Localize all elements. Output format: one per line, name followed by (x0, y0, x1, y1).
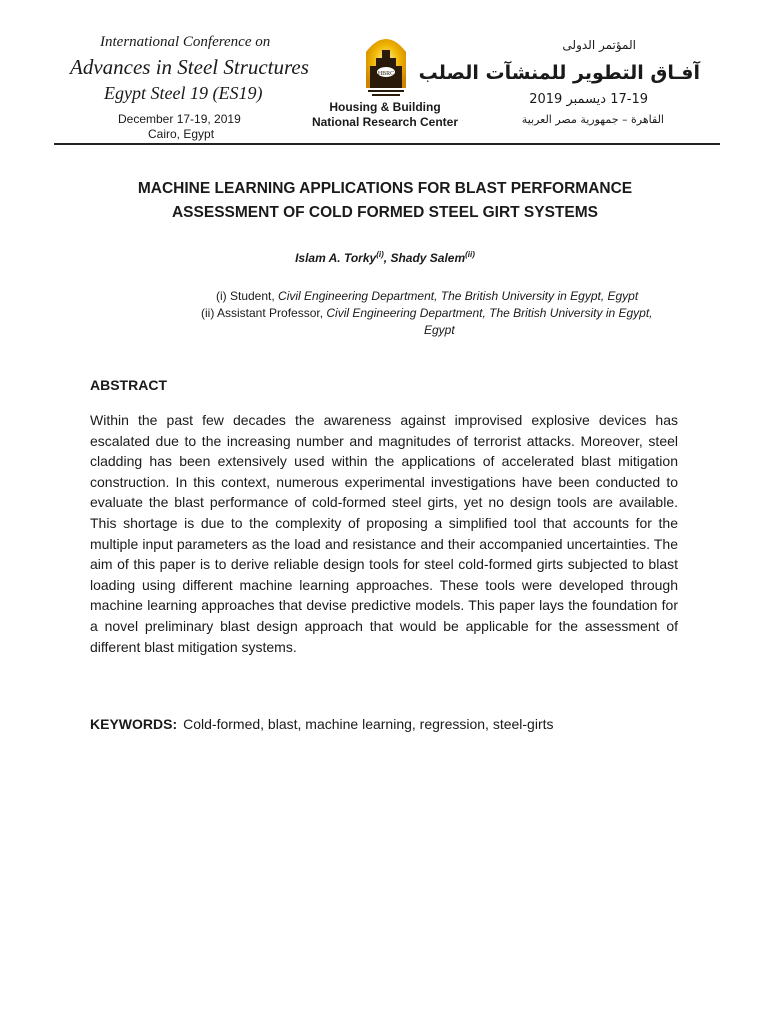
affiliation-2 (201, 306, 653, 320)
conference-name-line1: International Conference on (100, 34, 271, 50)
conference-name-line2: Advances in Steel Structures (70, 55, 309, 79)
author-name: Islam A. Torky (295, 251, 377, 265)
abstract-text: Within the past few decades the awareness against improvised explosive devices has escalated due to the increasing number and magnitudes of terrorist attacks. Moreover, steel cladding has been extensively used within the applications of accelerated blast mitigation construction. In this context, numerous experimental investigations have been conducted to evaluate the blast performance of cold-formed steel girts, yet no design tools are available. This shortage is due to the complexity of proposing a simplified tool that accounts for the multiple input parameters as the load and resistance and their accompanied uncertainties. The aim of this paper is to derive reliable design tools for steel cold-formed girts subjected to blast loading using different machine learning approaches. These tools were developed through machine learning approaches that devise predictive models. This paper lays the foundation for a novel preliminary blast design approach that would be applicable for the assessment of different blast mitigation systems. (90, 412, 678, 655)
affiliation-role: (ii) Assistant Professor, (201, 306, 327, 320)
conference-city: Cairo, Egypt (148, 127, 215, 141)
keywords-label: KEYWORDS: (90, 716, 178, 732)
logo-text: HBRC (377, 71, 395, 77)
arabic-dates: 17-19 ديسمبر 2019 (529, 92, 648, 107)
conference-dates: December 17-19, 2019 (118, 112, 241, 126)
paper-title-line2: ASSESSMENT OF COLD FORMED STEEL GIRT SYSTEMS (171, 204, 598, 221)
abstract-heading: ABSTRACT (90, 377, 167, 393)
author-name: Shady Salem (390, 251, 466, 265)
author-affiliation-mark: (i) (376, 250, 384, 259)
arabic-conference-label: المؤتمر الدولى (562, 38, 636, 52)
affiliation-role: (i) Student, (216, 289, 279, 303)
authors (120, 250, 650, 265)
center-name-line2: National Research Center (311, 115, 459, 129)
paper-title-line1: MACHINE LEARNING APPLICATIONS FOR BLAST PERFORMANCE (137, 180, 633, 197)
affiliation-institution: Civil Engineering Department, The British University in Egypt, (326, 306, 653, 320)
center-name-line1: Housing & Building (329, 100, 441, 114)
arabic-city: القاهرة – جمهورية مصر العربية (521, 113, 664, 126)
author-affiliation-mark: (ii) (465, 250, 475, 259)
affiliation-2-continued (424, 323, 455, 337)
keywords-list: Cold-formed, blast, machine learning, regression, steel-girts (183, 716, 554, 732)
arabic-conference-title: آفـاق التطوير للمنشآت الصلب (418, 62, 700, 84)
affiliation-1 (216, 289, 638, 303)
conference-name-line3: Egypt Steel 19 (ES19) (104, 83, 263, 103)
affiliation-institution: Civil Engineering Department, The British University in Egypt, Egypt (278, 289, 639, 303)
author-separator: , (383, 251, 391, 265)
hbrc-logo (362, 30, 410, 98)
keywords (90, 716, 554, 732)
affiliation-country: Egypt (424, 323, 455, 337)
header-divider (54, 143, 720, 145)
